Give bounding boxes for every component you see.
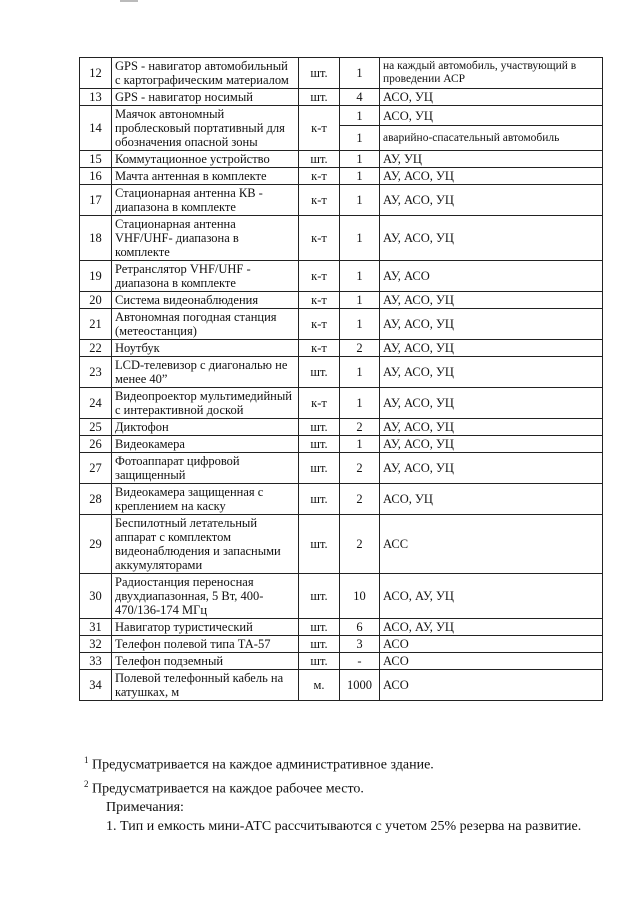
item-quantity: 1	[340, 185, 380, 216]
item-unit: к-т	[299, 261, 340, 292]
item-note: АСС	[380, 515, 603, 574]
row-number: 21	[80, 309, 112, 340]
item-quantity: 1	[340, 388, 380, 419]
item-name: Радиостанция переносная двухдиапазонная, 5 Вт, 400-470/136-174 МГц	[112, 574, 299, 619]
item-unit: к-т	[299, 106, 340, 151]
table-row	[80, 168, 603, 185]
row-number: 32	[80, 636, 112, 653]
row-number: 14	[80, 106, 112, 151]
table-row	[80, 636, 603, 653]
row-number: 24	[80, 388, 112, 419]
item-unit: шт.	[299, 89, 340, 106]
item-unit: к-т	[299, 292, 340, 309]
item-name: Диктофон	[112, 419, 299, 436]
item-note: АУ, АСО	[380, 261, 603, 292]
item-name: GPS - навигатор носимый	[112, 89, 299, 106]
item-note: АСО	[380, 653, 603, 670]
item-unit: к-т	[299, 216, 340, 261]
item-unit: к-т	[299, 309, 340, 340]
item-name: Телефон полевой типа ТА-57	[112, 636, 299, 653]
item-unit: шт.	[299, 436, 340, 453]
item-name: Стационарная антенна VHF/UHF- диапазона в комплекте	[112, 216, 299, 261]
item-note: АУ, АСО, УЦ	[380, 436, 603, 453]
table-body	[80, 58, 603, 701]
row-number: 31	[80, 619, 112, 636]
item-note: АСО	[380, 670, 603, 701]
scan-mark	[120, 0, 138, 2]
item-unit: шт.	[299, 636, 340, 653]
item-note: АУ, АСО, УЦ	[380, 185, 603, 216]
item-note: АУ, АСО, УЦ	[380, 216, 603, 261]
table-row	[80, 453, 603, 484]
row-number: 12	[80, 58, 112, 89]
table-row	[80, 292, 603, 309]
item-name: Видеокамера	[112, 436, 299, 453]
item-quantity: 1	[340, 357, 380, 388]
item-quantity: 1	[340, 168, 380, 185]
table-row	[80, 436, 603, 453]
item-name: Телефон подземный	[112, 653, 299, 670]
table-row	[80, 419, 603, 436]
row-number: 28	[80, 484, 112, 515]
item-name: Система видеонаблюдения	[112, 292, 299, 309]
table-row	[80, 388, 603, 419]
item-unit: шт.	[299, 453, 340, 484]
row-number: 27	[80, 453, 112, 484]
item-note: АУ, АСО, УЦ	[380, 357, 603, 388]
item-note: АСО	[380, 636, 603, 653]
row-number: 23	[80, 357, 112, 388]
item-name: Стационарная антенна КВ - диапазона в комплекте	[112, 185, 299, 216]
item-note: АУ, АСО, УЦ	[380, 292, 603, 309]
item-quantity: 1000	[340, 670, 380, 701]
table-row	[80, 151, 603, 168]
footnote-2-mark: 2	[84, 778, 89, 789]
item-unit: шт.	[299, 357, 340, 388]
table-row	[80, 574, 603, 619]
table-row	[80, 261, 603, 292]
item-name: Навигатор туристический	[112, 619, 299, 636]
footnote-1-mark: 1	[84, 755, 89, 765]
item-note: АСО, УЦ	[380, 484, 603, 515]
item-unit: м.	[299, 670, 340, 701]
table-row	[80, 309, 603, 340]
item-name: Автономная погодная станция (метеостанция)	[112, 309, 299, 340]
row-number: 20	[80, 292, 112, 309]
item-note: АУ, АСО, УЦ	[380, 309, 603, 340]
item-unit: шт.	[299, 653, 340, 670]
row-number: 34	[80, 670, 112, 701]
item-unit: к-т	[299, 168, 340, 185]
item-name: GPS - навигатор автомобильный с картографическим материалом	[112, 58, 299, 89]
row-number: 26	[80, 436, 112, 453]
item-name: Полевой телефонный кабель на катушках, м	[112, 670, 299, 701]
table-row	[80, 515, 603, 574]
item-quantity: 1	[340, 58, 380, 89]
item-unit: к-т	[299, 185, 340, 216]
row-number: 33	[80, 653, 112, 670]
item-name: Видеокамера защищенная с креплением на каску	[112, 484, 299, 515]
item-name: LCD-телевизор с диагональю не менее 40”	[112, 357, 299, 388]
item-quantity: 1	[340, 126, 380, 151]
item-unit: к-т	[299, 340, 340, 357]
item-note: АСО, АУ, УЦ	[380, 574, 603, 619]
item-quantity: 6	[340, 619, 380, 636]
footnote-2	[84, 775, 604, 799]
table-row	[80, 619, 603, 636]
item-note: аварийно-спасательный автомобиль	[380, 126, 603, 151]
item-quantity: 2	[340, 453, 380, 484]
item-quantity: 1	[340, 106, 380, 126]
item-quantity: 1	[340, 151, 380, 168]
table-row	[80, 653, 603, 670]
item-unit: шт.	[299, 574, 340, 619]
row-number: 29	[80, 515, 112, 574]
item-name: Ноутбук	[112, 340, 299, 357]
item-name: Ретранслятор VHF/UHF - диапазона в комплекте	[112, 261, 299, 292]
item-quantity: 1	[340, 261, 380, 292]
row-number: 19	[80, 261, 112, 292]
item-quantity: 1	[340, 436, 380, 453]
item-name: Маячок автономный проблесковый портативный для обозначения опасной зоны	[112, 106, 299, 151]
table-row	[80, 484, 603, 515]
item-quantity: 2	[340, 340, 380, 357]
item-unit: шт.	[299, 619, 340, 636]
table-row	[80, 58, 603, 89]
item-unit: шт.	[299, 515, 340, 574]
table-row	[80, 216, 603, 261]
item-unit: к-т	[299, 388, 340, 419]
item-note: АУ, АСО, УЦ	[380, 168, 603, 185]
item-quantity: -	[340, 653, 380, 670]
footnote-1	[84, 751, 604, 775]
table-row	[80, 89, 603, 106]
footnote-2-text: Предусматривается на каждое рабочее место.	[88, 781, 364, 797]
item-unit: шт.	[299, 58, 340, 89]
table-row	[80, 670, 603, 701]
item-note: АСО, УЦ	[380, 89, 603, 106]
item-note: на каждый автомобиль, участвующий в проведении АСР	[380, 58, 603, 89]
row-number: 16	[80, 168, 112, 185]
row-number: 30	[80, 574, 112, 619]
footnotes	[84, 751, 604, 836]
item-quantity: 10	[340, 574, 380, 619]
table-row	[80, 185, 603, 216]
item-name: Коммутационное устройство	[112, 151, 299, 168]
item-quantity: 3	[340, 636, 380, 653]
item-name: Беспилотный летательный аппарат с комплектом видеонаблюдения и запасными аккумуляторами	[112, 515, 299, 574]
table-row	[80, 340, 603, 357]
note-1: 1. Тип и емкость мини-АТС рассчитываются с учетом 25% резерва на развитие.	[106, 819, 582, 835]
item-name: Мачта антенная в комплекте	[112, 168, 299, 185]
item-quantity: 1	[340, 309, 380, 340]
item-unit: шт.	[299, 484, 340, 515]
item-quantity: 1	[340, 292, 380, 309]
row-number: 22	[80, 340, 112, 357]
item-note: АУ, АСО, УЦ	[380, 453, 603, 484]
row-number: 15	[80, 151, 112, 168]
item-name: Видеопроектор мультимедийный с интерактивной доской	[112, 388, 299, 419]
table-row	[80, 106, 603, 126]
item-quantity: 4	[340, 89, 380, 106]
item-note: АСО, УЦ	[380, 106, 603, 126]
item-quantity: 1	[340, 216, 380, 261]
item-note: АСО, АУ, УЦ	[380, 619, 603, 636]
item-unit: шт.	[299, 151, 340, 168]
table-row	[80, 357, 603, 388]
item-name: Фотоаппарат цифровой защищенный	[112, 453, 299, 484]
row-number: 18	[80, 216, 112, 261]
notes-title: Примечания:	[106, 800, 184, 816]
item-note: АУ, УЦ	[380, 151, 603, 168]
row-number: 13	[80, 89, 112, 106]
equipment-table	[79, 57, 603, 701]
item-note: АУ, АСО, УЦ	[380, 419, 603, 436]
item-note: АУ, АСО, УЦ	[380, 388, 603, 419]
item-quantity: 2	[340, 484, 380, 515]
footnote-1-text: Предусматривается на каждое административное здание.	[88, 757, 434, 773]
item-unit: шт.	[299, 419, 340, 436]
item-quantity: 2	[340, 419, 380, 436]
row-number: 17	[80, 185, 112, 216]
row-number: 25	[80, 419, 112, 436]
item-note: АУ, АСО, УЦ	[380, 340, 603, 357]
item-quantity: 2	[340, 515, 380, 574]
